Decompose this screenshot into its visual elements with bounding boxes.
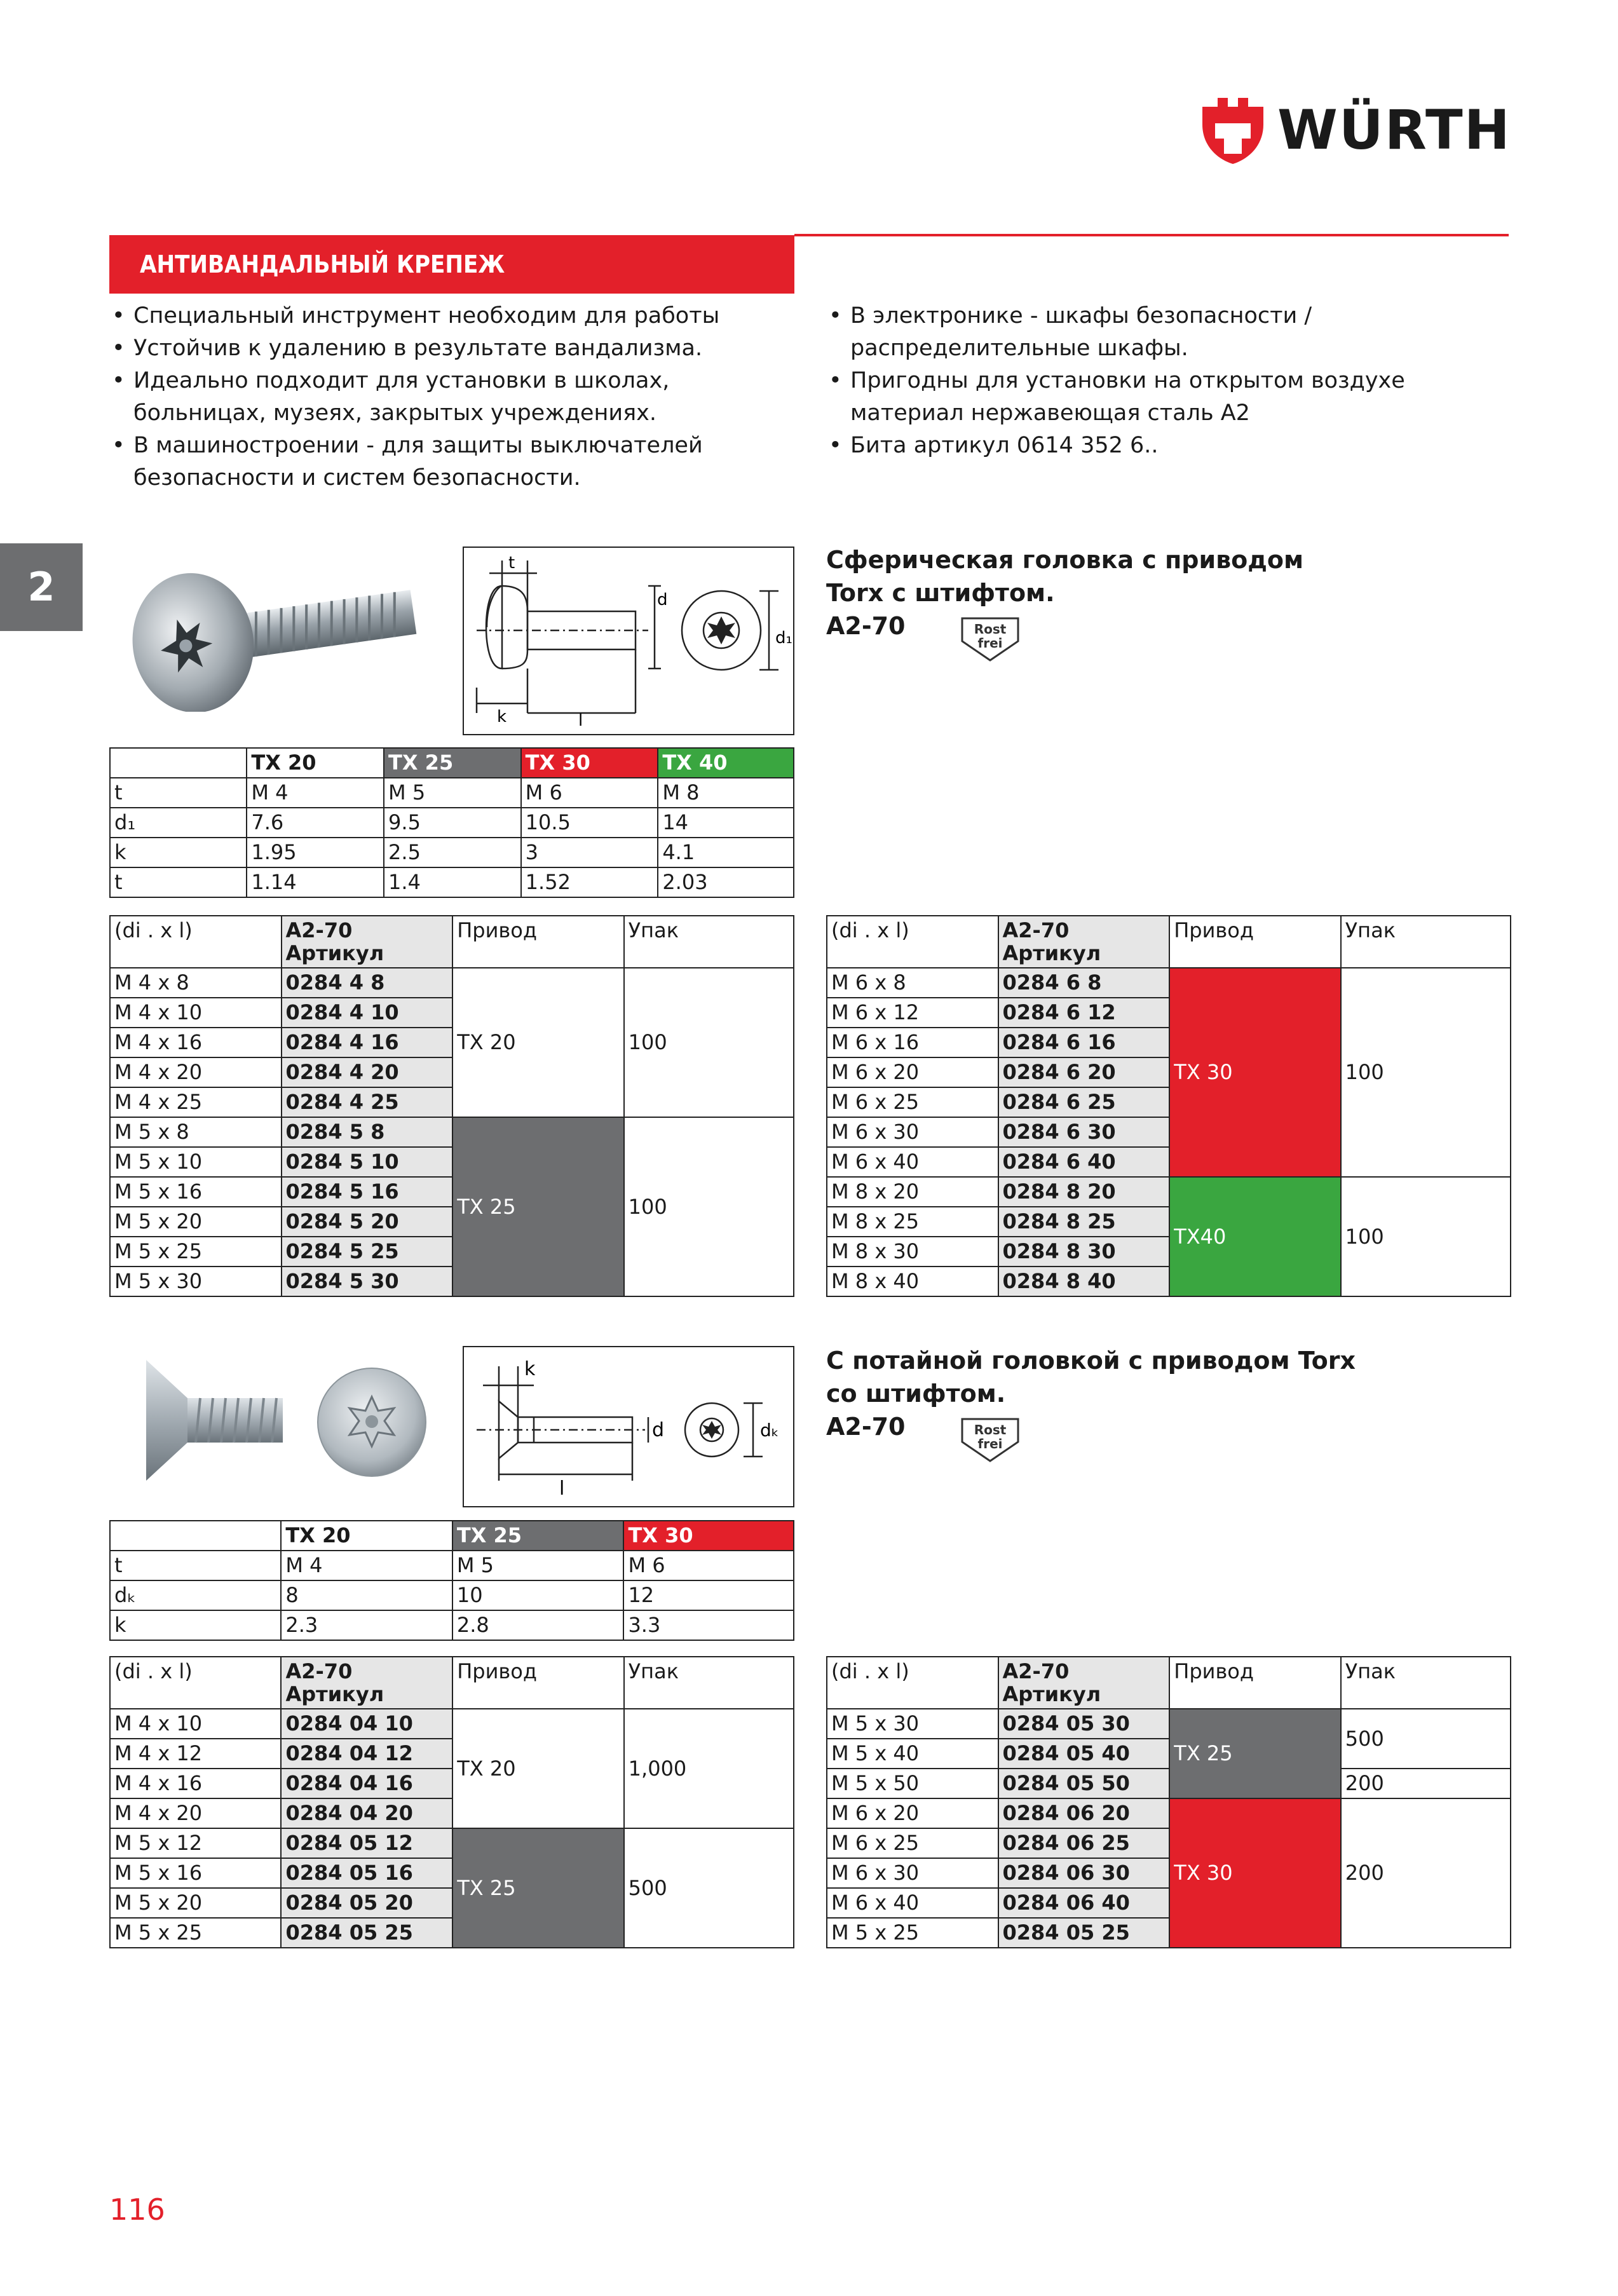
product-title-line: Torx с штифтом. xyxy=(826,579,1055,607)
rostfrei-badge xyxy=(960,1414,1021,1464)
table-cell: t xyxy=(110,867,247,897)
table-row xyxy=(827,1798,1511,1828)
size-cell: M 6 x 8 xyxy=(827,968,998,998)
parts-table xyxy=(109,915,794,1297)
article-cell: 0284 4 8 xyxy=(282,968,453,998)
size-cell: M 6 x 20 xyxy=(827,1798,998,1828)
col-header-size: (di . x l) xyxy=(110,1657,281,1709)
table-cell: 2.5 xyxy=(384,838,521,867)
table-cell: 7.6 xyxy=(247,808,384,838)
button-head-screw-drawing xyxy=(463,547,794,735)
article-cell: 0284 8 30 xyxy=(998,1237,1170,1267)
list-item: • Специальный инструмент необходим для работы xyxy=(109,300,796,332)
article-cell: 0284 04 10 xyxy=(281,1709,452,1739)
list-item: • Идеально подходит для установки в школах, больницах, музеях, закрытых учреждениях. xyxy=(109,365,796,430)
table-cell: 10.5 xyxy=(521,808,658,838)
drawing-label: k xyxy=(524,1358,536,1380)
table-row xyxy=(110,1610,794,1640)
size-cell: M 4 x 20 xyxy=(110,1798,281,1828)
table-cell: 10 xyxy=(452,1580,624,1610)
table-cell: 3.3 xyxy=(623,1610,794,1640)
svg-text:Rost: Rost xyxy=(974,1422,1007,1437)
col-header-size: (di . x l) xyxy=(827,916,998,968)
parts-table xyxy=(826,1656,1511,1948)
size-cell: M 5 x 50 xyxy=(827,1769,998,1798)
article-cell: 0284 06 40 xyxy=(998,1888,1170,1918)
product-grade: A2-70 xyxy=(826,612,906,640)
size-cell: M 6 x 40 xyxy=(827,1147,998,1177)
col-header-drive: Привод xyxy=(1169,916,1340,968)
table-cell: M 4 xyxy=(281,1551,452,1580)
size-cell: M 5 x 20 xyxy=(110,1888,281,1918)
drawing-label: l xyxy=(559,1477,565,1500)
drawing-label: d xyxy=(657,590,668,609)
product-title-line: С потайной головкой с приводом Torx xyxy=(826,1347,1356,1375)
table-cell: M 8 xyxy=(658,778,794,808)
countersunk-screw-drawing xyxy=(463,1346,794,1507)
size-cell: M 8 x 20 xyxy=(827,1177,998,1207)
table-cell: 2.03 xyxy=(658,867,794,897)
table-header-cell: TX 40 xyxy=(658,748,794,778)
svg-text:frei: frei xyxy=(977,1436,1003,1451)
article-cell: 0284 5 10 xyxy=(282,1147,453,1177)
parts-table xyxy=(109,1656,794,1948)
table-header-cell: TX 20 xyxy=(247,748,384,778)
list-item: • В машиностроении - для защиты выключателей безопасности и систем безопасности. xyxy=(109,430,796,494)
article-cell: 0284 5 8 xyxy=(282,1117,453,1147)
product-title xyxy=(826,543,1513,642)
dimension-table xyxy=(109,747,794,898)
size-cell: M 5 x 25 xyxy=(827,1918,998,1948)
pack-cell: 100 xyxy=(624,1117,794,1296)
col-header-article: A2-70 Артикул xyxy=(998,916,1170,968)
size-cell: M 4 x 16 xyxy=(110,1769,281,1798)
article-cell: 0284 06 20 xyxy=(998,1798,1170,1828)
table-cell xyxy=(110,748,247,778)
size-cell: M 5 x 30 xyxy=(827,1709,998,1739)
list-item: • Устойчив к удалению в результате вандализма. xyxy=(109,332,796,365)
feature-list-left xyxy=(109,300,796,494)
size-cell: M 4 x 25 xyxy=(110,1087,282,1117)
section-title: АНТИВАНДАЛЬНЫЙ КРЕПЕЖ xyxy=(140,250,505,278)
col-header-drive: Привод xyxy=(452,916,623,968)
table-row xyxy=(827,1177,1511,1207)
feature-list-right xyxy=(826,300,1525,462)
table-cell: 2.3 xyxy=(281,1610,452,1640)
table-cell: 14 xyxy=(658,808,794,838)
size-cell: M 6 x 25 xyxy=(827,1087,998,1117)
table-cell: M 6 xyxy=(623,1551,794,1580)
countersunk-screw-photo xyxy=(127,1347,432,1500)
col-header-size: (di . x l) xyxy=(827,1657,998,1709)
size-cell: M 6 x 16 xyxy=(827,1028,998,1057)
table-row xyxy=(110,1580,794,1610)
table-cell: 4.1 xyxy=(658,838,794,867)
list-item: • В электронике - шкафы безопасности / распределительные шкафы. xyxy=(826,300,1525,365)
table-row xyxy=(110,968,794,998)
table-cell: k xyxy=(110,838,247,867)
size-cell: M 4 x 10 xyxy=(110,1709,281,1739)
article-cell: 0284 6 16 xyxy=(998,1028,1170,1057)
article-cell: 0284 8 40 xyxy=(998,1267,1170,1296)
product-title-line: Сферическая головка с приводом xyxy=(826,546,1304,574)
table-row xyxy=(827,1709,1511,1739)
table-row xyxy=(110,1551,794,1580)
pack-cell: 1,000 xyxy=(624,1709,794,1828)
table-row xyxy=(110,867,794,897)
drawing-label: d xyxy=(652,1419,665,1441)
article-cell: 0284 05 25 xyxy=(281,1918,452,1948)
table-row xyxy=(827,968,1511,998)
drive-cell: TX 20 xyxy=(452,1709,623,1828)
article-cell: 0284 05 30 xyxy=(998,1709,1170,1739)
size-cell: M 4 x 20 xyxy=(110,1057,282,1087)
article-cell: 0284 8 25 xyxy=(998,1207,1170,1237)
table-row xyxy=(110,1117,794,1147)
size-cell: M 6 x 12 xyxy=(827,998,998,1028)
col-header-size: (di . x l) xyxy=(110,916,282,968)
product-grade: A2-70 xyxy=(826,1413,906,1441)
size-cell: M 6 x 30 xyxy=(827,1117,998,1147)
article-cell: 0284 06 30 xyxy=(998,1858,1170,1888)
table-cell: M 5 xyxy=(384,778,521,808)
size-cell: M 6 x 20 xyxy=(827,1057,998,1087)
table-cell: 1.52 xyxy=(521,867,658,897)
section-rule xyxy=(794,234,1509,236)
size-cell: M 5 x 16 xyxy=(110,1177,282,1207)
article-cell: 0284 6 30 xyxy=(998,1117,1170,1147)
article-cell: 0284 4 20 xyxy=(282,1057,453,1087)
col-header-pack: Упак xyxy=(624,916,794,968)
drive-cell: TX40 xyxy=(1169,1177,1340,1296)
article-cell: 0284 05 20 xyxy=(281,1888,452,1918)
size-cell: M 8 x 40 xyxy=(827,1267,998,1296)
table-cell: M 6 xyxy=(521,778,658,808)
table-header-row xyxy=(827,1657,1511,1709)
size-cell: M 4 x 8 xyxy=(110,968,282,998)
col-header-article: A2-70 Артикул xyxy=(998,1657,1170,1709)
article-cell: 0284 05 16 xyxy=(281,1858,452,1888)
size-cell: M 5 x 25 xyxy=(110,1237,282,1267)
pack-cell: 100 xyxy=(1341,968,1511,1177)
size-cell: M 4 x 10 xyxy=(110,998,282,1028)
svg-text:frei: frei xyxy=(977,635,1003,651)
article-cell: 0284 05 40 xyxy=(998,1739,1170,1769)
table-header-row xyxy=(110,916,794,968)
product-title xyxy=(826,1344,1513,1443)
size-cell: M 5 x 40 xyxy=(827,1739,998,1769)
table-cell: 12 xyxy=(623,1580,794,1610)
size-cell: M 5 x 8 xyxy=(110,1117,282,1147)
article-cell: 0284 5 20 xyxy=(282,1207,453,1237)
list-item: • Пригодны для установки на открытом воздухе материал нержавеющая сталь A2 xyxy=(826,365,1525,430)
table-row xyxy=(110,838,794,867)
pack-cell: 100 xyxy=(624,968,794,1117)
col-header-article: A2-70 Артикул xyxy=(282,916,453,968)
col-header-drive: Привод xyxy=(452,1657,623,1709)
article-cell: 0284 8 20 xyxy=(998,1177,1170,1207)
pack-cell: 100 xyxy=(1341,1177,1511,1296)
size-cell: M 5 x 10 xyxy=(110,1147,282,1177)
size-cell: M 4 x 16 xyxy=(110,1028,282,1057)
drive-cell: TX 25 xyxy=(1169,1709,1340,1798)
article-cell: 0284 4 25 xyxy=(282,1087,453,1117)
col-header-pack: Упак xyxy=(1341,1657,1511,1709)
table-cell: 1.14 xyxy=(247,867,384,897)
article-cell: 0284 4 10 xyxy=(282,998,453,1028)
article-cell: 0284 04 16 xyxy=(281,1769,452,1798)
table-cell: 2.8 xyxy=(452,1610,624,1640)
wurth-logo xyxy=(1201,95,1519,165)
size-cell: M 5 x 20 xyxy=(110,1207,282,1237)
table-cell: M 4 xyxy=(247,778,384,808)
size-cell: M 4 x 12 xyxy=(110,1739,281,1769)
table-header-cell: TX 20 xyxy=(281,1521,452,1551)
table-row xyxy=(827,1769,1511,1798)
table-cell: k xyxy=(110,1610,281,1640)
table-row xyxy=(110,1709,794,1739)
article-cell: 0284 6 25 xyxy=(998,1087,1170,1117)
drawing-label: t xyxy=(508,554,515,573)
drive-cell: TX 30 xyxy=(1169,1798,1340,1948)
drive-cell: TX 20 xyxy=(452,968,623,1117)
article-cell: 0284 04 12 xyxy=(281,1739,452,1769)
table-cell: 8 xyxy=(281,1580,452,1610)
pack-cell: 200 xyxy=(1341,1769,1511,1798)
pack-cell: 200 xyxy=(1341,1798,1511,1948)
chapter-tab: 2 xyxy=(0,543,83,631)
drawing-label: d₁ xyxy=(775,628,792,648)
article-cell: 0284 06 25 xyxy=(998,1828,1170,1858)
table-cell xyxy=(110,1521,281,1551)
table-header-row xyxy=(110,1657,794,1709)
product-title-line: со штифтом. xyxy=(826,1380,1006,1408)
table-cell: 3 xyxy=(521,838,658,867)
size-cell: M 5 x 12 xyxy=(110,1828,281,1858)
table-header-row xyxy=(827,916,1511,968)
table-cell: d₁ xyxy=(110,808,247,838)
drawing-label: k xyxy=(497,707,507,726)
table-cell: M 5 xyxy=(452,1551,624,1580)
list-item: • Бита артикул 0614 352 6.. xyxy=(826,430,1525,462)
table-header-cell: TX 30 xyxy=(521,748,658,778)
size-cell: M 5 x 25 xyxy=(110,1918,281,1948)
col-header-drive: Привод xyxy=(1169,1657,1340,1709)
article-cell: 0284 05 12 xyxy=(281,1828,452,1858)
logo-mark-icon xyxy=(1201,95,1265,165)
table-cell: t xyxy=(110,778,247,808)
article-cell: 0284 6 40 xyxy=(998,1147,1170,1177)
button-head-screw-photo xyxy=(109,547,427,712)
dimension-table xyxy=(109,1520,794,1641)
drive-cell: TX 25 xyxy=(452,1117,623,1296)
table-row xyxy=(110,748,794,778)
drawing-label: l xyxy=(578,711,583,730)
col-header-pack: Упак xyxy=(1341,916,1511,968)
size-cell: M 6 x 40 xyxy=(827,1888,998,1918)
logo-wordmark: WÜRTH xyxy=(1277,98,1511,162)
size-cell: M 8 x 25 xyxy=(827,1207,998,1237)
table-header-cell: TX 30 xyxy=(623,1521,794,1551)
size-cell: M 6 x 30 xyxy=(827,1858,998,1888)
table-cell: 9.5 xyxy=(384,808,521,838)
size-cell: M 5 x 16 xyxy=(110,1858,281,1888)
size-cell: M 6 x 25 xyxy=(827,1828,998,1858)
pack-cell: 500 xyxy=(624,1828,794,1948)
drawing-label: dₖ xyxy=(760,1420,779,1441)
table-cell: 1.4 xyxy=(384,867,521,897)
col-header-pack: Упак xyxy=(624,1657,794,1709)
table-row xyxy=(110,1828,794,1858)
table-cell: t xyxy=(110,1551,281,1580)
parts-table xyxy=(826,915,1511,1297)
article-cell: 0284 6 12 xyxy=(998,998,1170,1028)
article-cell: 0284 5 25 xyxy=(282,1237,453,1267)
table-header-cell: TX 25 xyxy=(384,748,521,778)
drive-cell: TX 30 xyxy=(1169,968,1340,1177)
table-cell: 1.95 xyxy=(247,838,384,867)
article-cell: 0284 05 50 xyxy=(998,1769,1170,1798)
table-header-cell: TX 25 xyxy=(452,1521,624,1551)
article-cell: 0284 6 20 xyxy=(998,1057,1170,1087)
svg-text:Rost: Rost xyxy=(974,622,1007,637)
section-header xyxy=(109,235,794,294)
table-row xyxy=(110,1521,794,1551)
size-cell: M 8 x 30 xyxy=(827,1237,998,1267)
page-number: 116 xyxy=(109,2192,165,2227)
rostfrei-badge xyxy=(960,613,1021,663)
article-cell: 0284 5 30 xyxy=(282,1267,453,1296)
pack-cell: 500 xyxy=(1341,1709,1511,1769)
article-cell: 0284 05 25 xyxy=(998,1918,1170,1948)
article-cell: 0284 04 20 xyxy=(281,1798,452,1828)
article-cell: 0284 6 8 xyxy=(998,968,1170,998)
drive-cell: TX 25 xyxy=(452,1828,623,1948)
table-row xyxy=(110,808,794,838)
size-cell: M 5 x 30 xyxy=(110,1267,282,1296)
col-header-article: A2-70 Артикул xyxy=(281,1657,452,1709)
article-cell: 0284 5 16 xyxy=(282,1177,453,1207)
article-cell: 0284 4 16 xyxy=(282,1028,453,1057)
table-row xyxy=(110,778,794,808)
table-cell: dₖ xyxy=(110,1580,281,1610)
